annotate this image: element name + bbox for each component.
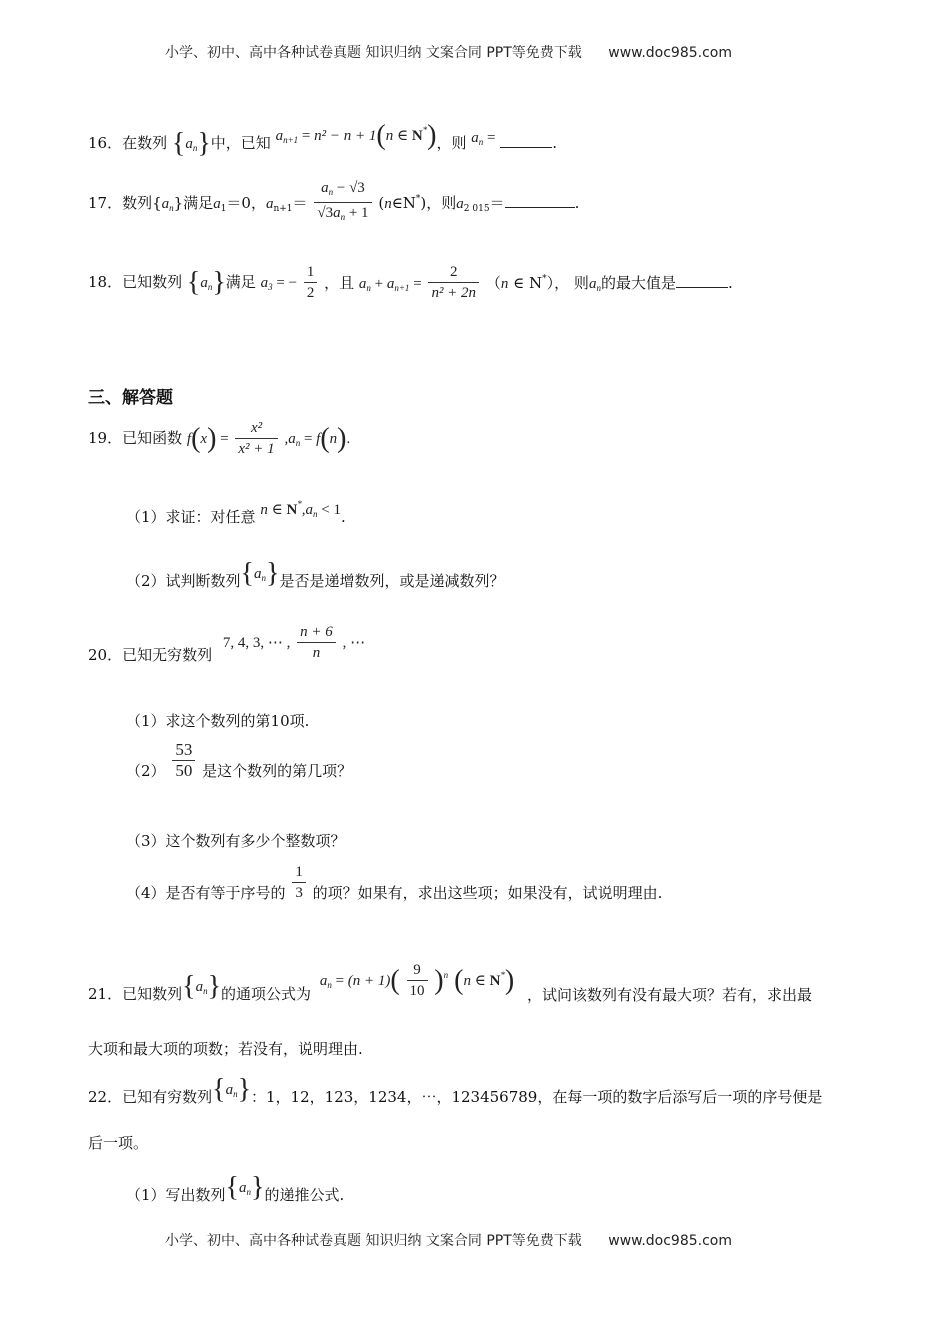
q22-part1: （1）写出数列$\{a_n\}$的递推公式.	[126, 1172, 345, 1204]
q20-part4: （4）是否有等于序号的 $\frac{1}{3}$ 的项？如果有，求出这些项；如果没有，试说明理由.	[126, 864, 663, 902]
answer-blank[interactable]	[676, 273, 728, 288]
q20-one-third: $\frac{1}{3}$	[292, 862, 306, 903]
q16-formula: $a_{n+1} = n^2 - n + 1(n$ ∈ N*)	[275, 120, 437, 151]
q18-fraction: $\frac{2}{\text{n² + 2n}}$	[428, 262, 479, 303]
footer-url[interactable]: www.doc985.com	[608, 1233, 732, 1249]
question-19: 19．已知函数 f(x) = $\frac{\text{x²}}{\text{x² + 1}}$ $,a_n = f(n)$.	[88, 420, 351, 457]
header-text: 小学、初中、高中各种试卷真题 知识归纳 文案合同 PPT等免费下载	[165, 45, 582, 61]
section-title: 三、解答题	[88, 388, 173, 408]
question-21: 21．已知数列$\{a_n\}$的通项公式为 $a_n = (n + 1)$( $\frac{9}{10}$ )$^n$ (n ∈ N*) ，试问该数列有没有最大项？若有，求出最	[88, 962, 813, 1004]
page-header	[165, 42, 732, 62]
question-20: 20．已知无穷数列 7, 4, 3, ⋯ , $\frac{n + 6}{n}$ , ⋯	[88, 624, 366, 664]
q20-part1: （1）求这个数列的第10项.	[126, 712, 310, 730]
q20-53-50: $\frac{53}{50}$	[172, 740, 195, 781]
q21-fraction: $\frac{9}{10}$	[407, 960, 428, 1001]
question-22: 22．已知有穷数列$\{a_n\}$：1，12，123，1234，⋯，123456789，在每一项的数字后添写后一项的序号便是	[88, 1074, 823, 1106]
page-footer	[165, 1230, 732, 1250]
q20-part3: （3）这个数列有多少个整数项？	[126, 832, 346, 850]
q20-part2: （2） $\frac{53}{50}$ 是这个数列的第几项？	[126, 740, 353, 780]
q19-part1: （1）求证：对任意 n ∈ $N^*,a_n < 1$.	[126, 499, 346, 526]
q19-part2: （2）试判断数列$\{a_n\}$是否是递增数列，或是递减数列？	[126, 558, 505, 590]
question-16: 16．在数列 $\{a_n\}$中，已知 $a_{n+1} = n^2 - n + 1(n$ ∈ N*)，则 $a_n$ = .	[88, 120, 558, 159]
q20-fraction: $\frac{n + 6}{n}$	[297, 622, 336, 663]
question-17: 17．数列$\{a_n\}$满足$a_1=0$，$a_{n+1}=$ $\frac{a_n - √3}{√3a_n + 1}$ (n∈N*)，则$a_{2 015}=$ .	[88, 178, 579, 227]
q21-line2: 大项和最大项的项数；若没有，说明理由.	[88, 1040, 363, 1058]
q22-line2: 后一项。	[88, 1134, 149, 1152]
q17-fraction: $\frac{a_n - √3}{√3a_n + 1}$	[314, 178, 371, 227]
footer-text: 小学、初中、高中各种试卷真题 知识归纳 文案合同 PPT等免费下载	[165, 1233, 582, 1249]
answer-blank[interactable]	[505, 193, 575, 208]
answer-blank[interactable]	[500, 133, 552, 148]
set-a-n: $\{a_n\}$	[171, 128, 211, 159]
question-18: 18．已知数列 $\{a_n\}$满足 $a_3$ = − $\frac{1}{2}$ ，且 $a_n + a_{n+1}$ = $\frac{2}{\text{n² + 2n}}$ （n ∈ N*）， 则$a_n$的最大值是 .	[88, 264, 733, 301]
q19-fraction: $\frac{\text{x²}}{\text{x² + 1}}$	[235, 418, 277, 459]
header-url[interactable]: www.doc985.com	[608, 45, 732, 61]
q18-half: $\frac{1}{2}$	[304, 262, 318, 303]
